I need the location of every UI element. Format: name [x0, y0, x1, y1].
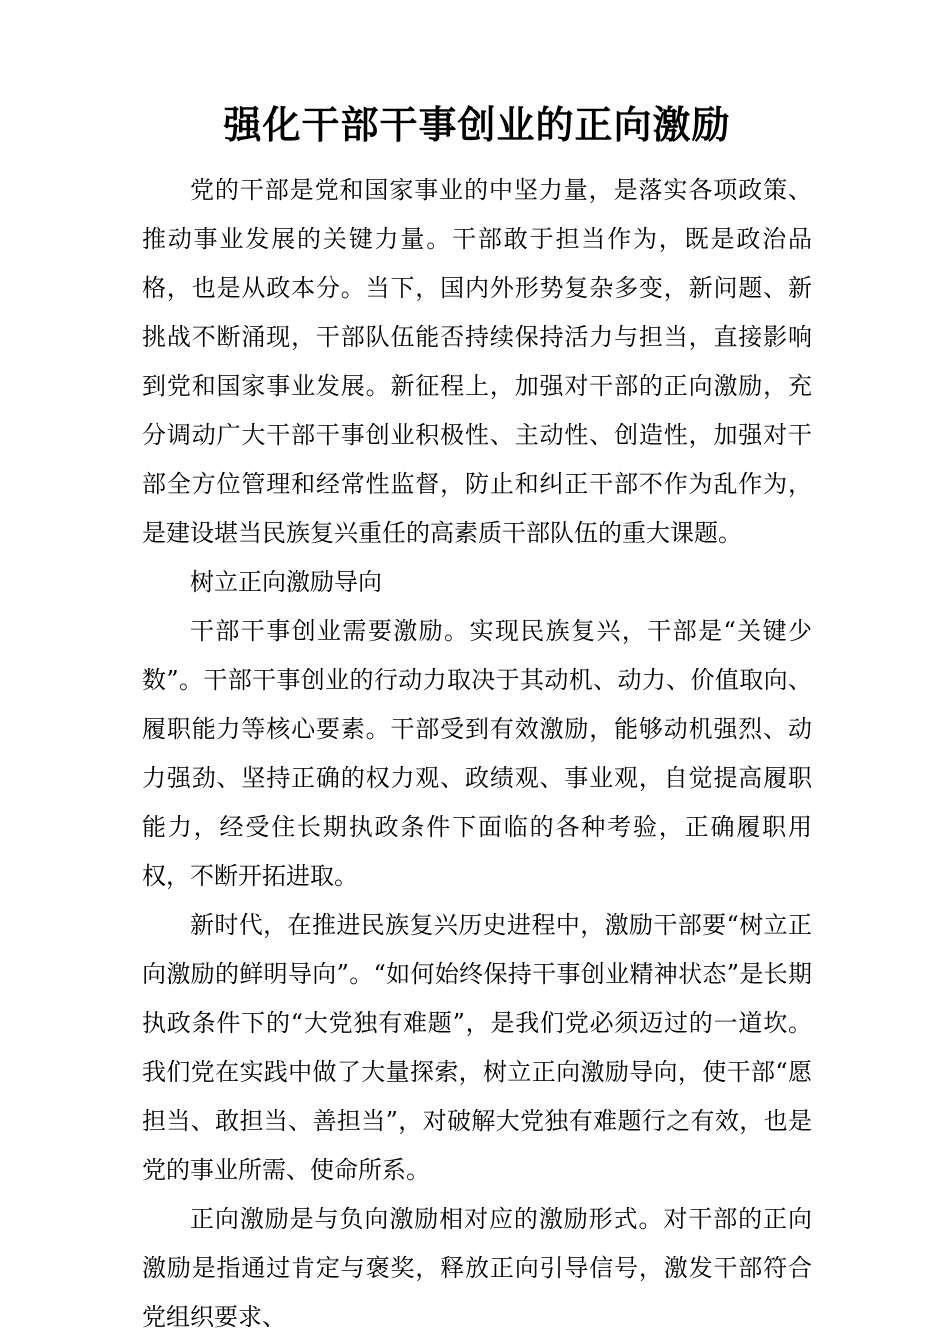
paragraph-motivation: 干部干事创业需要激励。实现民族复兴，干部是“关键少数”。干部干事创业的行动力取决于其动机、动力、价值取向、履职能力等核心要素。干部受到有效激励，能够动机强烈、动力强劲、坚持正确的权力观、政绩观、事业观，自觉提高履职能力，经受住长期执政条件下面临的各种考验，正确履职用权，不断开拓进取。 [142, 617, 812, 891]
paragraph-positive-incentive: 正向激励是与负向激励相对应的激励形式。对干部的正向激励是指通过肯定与褒奖，释放正向引导信号，激发干部符合党组织要求、 [142, 1205, 812, 1332]
document-title: 强化干部干事创业的正向激励 [223, 102, 731, 147]
paragraph-intro: 党的干部是党和国家事业的中坚力量，是落实各项政策、推动事业发展的关键力量。干部敢于担当作为，既是政治品格，也是从政本分。当下，国内外形势复杂多变，新问题、新挑战不断涌现，干部队伍能否持续保持活力与担当，直接影响到党和国家事业发展。新征程上，加强对干部的正向激励，充分调动广大干部干事创业积极性、主动性、创造性，加强对干部全方位管理和经常性监督，防止和纠正干部不作为乱作为，是建设堪当民族复兴重任的高素质干部队伍的重大课题。 [142, 176, 812, 548]
document-body [142, 166, 812, 1342]
paragraph-new-era: 新时代，在推进民族复兴历史进程中，激励干部要“树立正向激励的鲜明导向”。“如何始终保持干事创业精神状态”是长期执政条件下的“大党独有难题”，是我们党必须迈过的一道坎。我们党在实践中做了大量探索，树立正向激励导向，使干部“愿担当、敢担当、善担当”，对破解大党独有难题行之有效，也是党的事业所需、使命所系。 [142, 911, 812, 1185]
paragraph-section-heading: 树立正向激励导向 [190, 568, 382, 597]
